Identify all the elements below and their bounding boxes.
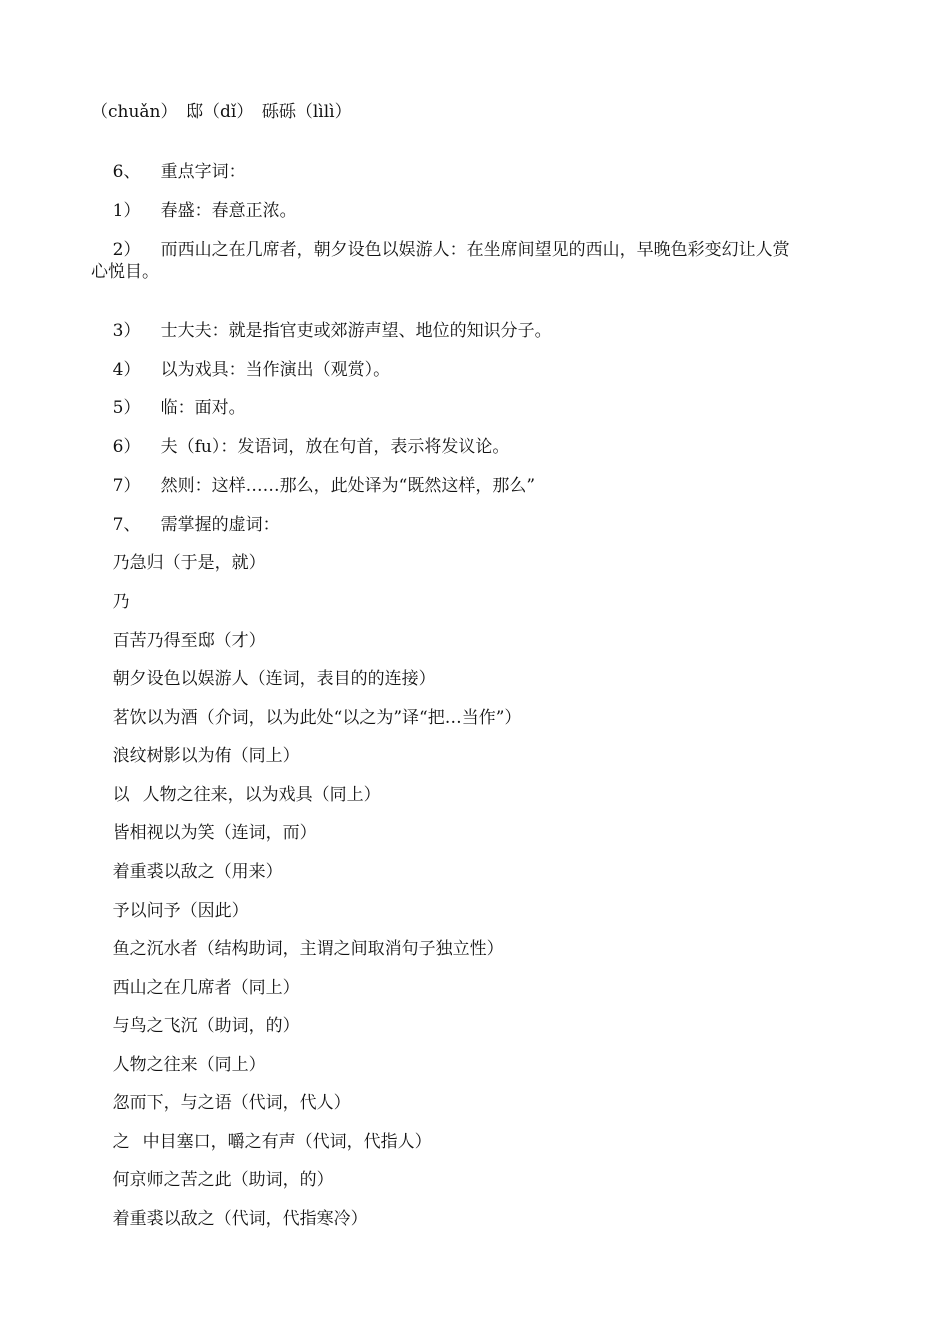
pronunciation-line: （chuǎn） 邸（dǐ） 砾砾（lìlì） <box>91 102 352 122</box>
item-number: 1） <box>112 201 141 221</box>
item-number: 3） <box>112 321 141 341</box>
section-number: 7、 <box>112 515 141 535</box>
example-text: 着重裘以敌之（代词，代指寒冷） <box>112 1209 368 1229</box>
list-item-continuation: 心悦目。 <box>91 262 159 282</box>
item-number: 2） <box>112 240 141 260</box>
item-text: 然则：这样……那么，此处译为“既然这样，那么” <box>160 476 536 496</box>
word-label: 乃 <box>112 592 130 612</box>
example-text: 与鸟之飞沉（助词，的） <box>112 1016 300 1036</box>
item-text: 春盛：春意正浓。 <box>160 201 297 221</box>
example-text: 何京师之苦之此（助词，的） <box>112 1170 334 1190</box>
example-text: 朝夕设色以娱游人（连词，表目的的连接） <box>112 669 436 689</box>
example-text: 予以问予（因此） <box>112 901 249 921</box>
section-number: 6、 <box>112 162 141 182</box>
section-title: 重点字词： <box>160 162 246 182</box>
example-text: 西山之在几席者（同上） <box>112 978 300 998</box>
word-label: 之 <box>112 1132 130 1152</box>
example-text: 着重裘以敌之（用来） <box>112 862 283 882</box>
example-text: 乃急归（于是，就） <box>112 553 266 573</box>
item-text: 而西山之在几席者，朝夕设色以娱游人：在坐席间望见的西山，早晚色彩变幻让人赏 <box>160 240 790 260</box>
example-text: 中目塞口，嚼之有声（代词，代指人） <box>142 1132 432 1152</box>
word-label: 以 <box>112 785 130 805</box>
item-number: 6） <box>112 437 141 457</box>
example-text: 忽而下，与之语（代词，代人） <box>112 1093 351 1113</box>
example-text: 人物之往来，以为戏具（同上） <box>142 785 381 805</box>
example-text: 浪纹树影以为侑（同上） <box>112 746 300 766</box>
item-text: 士大夫：就是指官吏或郊游声望、地位的知识分子。 <box>160 321 552 341</box>
item-text: 以为戏具：当作演出（观赏）。 <box>160 360 391 380</box>
example-text: 茗饮以为酒（介词，以为此处“以之为”译“把…当作”） <box>112 708 522 728</box>
item-number: 7） <box>112 476 141 496</box>
item-text: 临：面对。 <box>160 398 246 418</box>
item-number: 5） <box>112 398 141 418</box>
example-text: 鱼之沉水者（结构助词，主谓之间取消句子独立性） <box>112 939 504 959</box>
item-number: 4） <box>112 360 141 380</box>
item-text: 夫（fu）：发语词，放在句首，表示将发议论。 <box>160 437 510 457</box>
example-text: 人物之往来（同上） <box>112 1055 266 1075</box>
section-title: 需掌握的虚词： <box>160 515 280 535</box>
example-text: 百苦乃得至邸（才） <box>112 631 266 651</box>
function-word-example <box>91 1189 871 1249</box>
example-text: 皆相视以为笑（连词，而） <box>112 823 317 843</box>
